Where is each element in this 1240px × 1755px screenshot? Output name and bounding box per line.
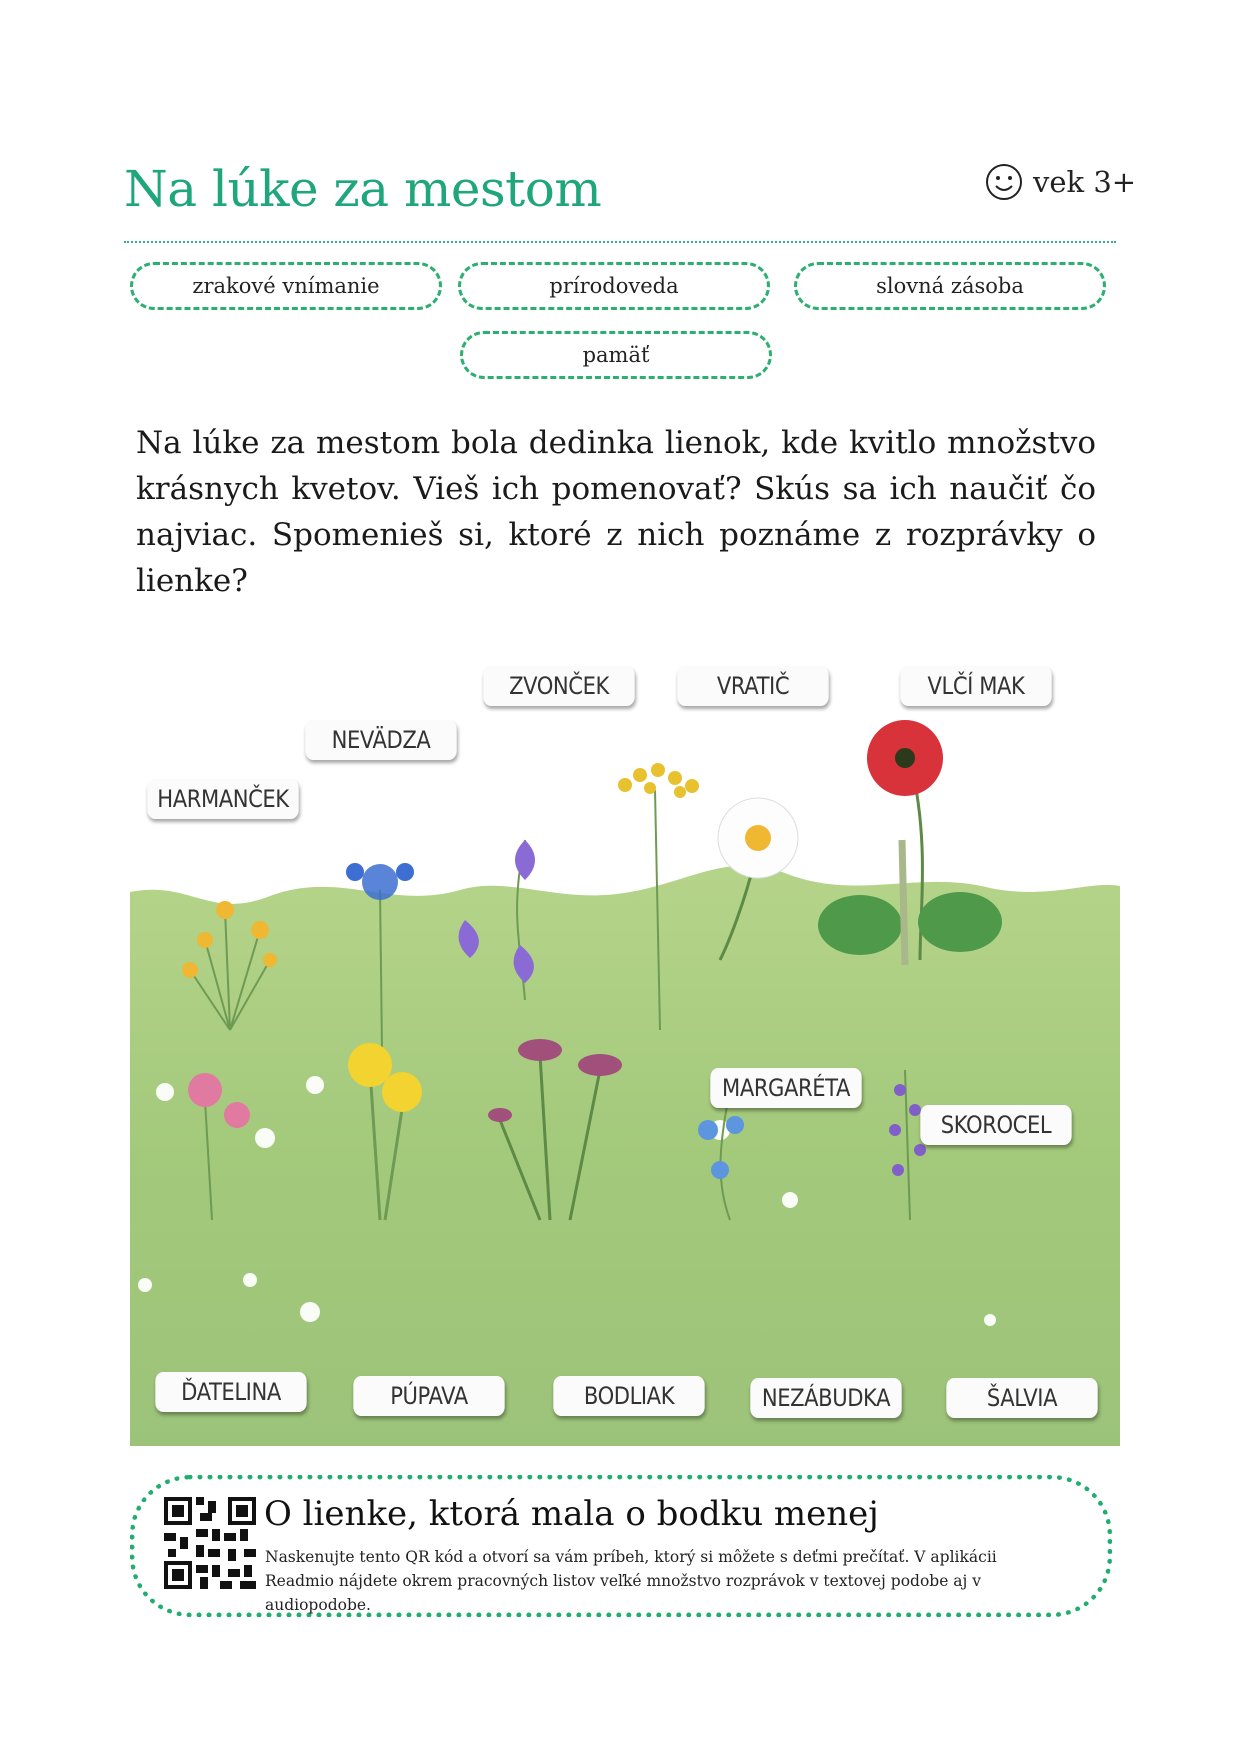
label-zvoncek: ZVONČEK — [483, 666, 634, 706]
tag-memory: pamäť — [460, 331, 772, 379]
qr-code-icon[interactable] — [164, 1497, 256, 1589]
tag-visual-perception: zrakové vnímanie — [130, 262, 442, 310]
label-margareta: MARGARÉTA — [710, 1068, 861, 1108]
label-harmancek: HARMANČEK — [147, 779, 298, 819]
smiley-icon — [985, 163, 1023, 201]
label-bodliak: BODLIAK — [553, 1376, 704, 1416]
label-vlci-mak: VLČÍ MAK — [900, 666, 1051, 706]
label-vratic: VRATIČ — [677, 666, 828, 706]
oxeye-daisy — [718, 798, 798, 878]
title-divider — [124, 241, 1116, 243]
tansy — [618, 763, 699, 798]
meadow-illustration — [130, 660, 1120, 1446]
age-indicator — [985, 163, 1136, 201]
label-nezabudka: NEZÁBUDKA — [750, 1378, 901, 1418]
label-pupava: PÚPAVA — [353, 1376, 504, 1416]
meadow-ground — [130, 866, 1120, 1446]
tag-natural-science: prírodoveda — [458, 262, 770, 310]
story-title: O lienke, ktorá mala o bodku menej — [264, 1494, 879, 1534]
age-label: vek 3+ — [1033, 165, 1137, 199]
tag-vocabulary: slovná zásoba — [794, 262, 1106, 310]
label-salvia: ŠALVIA — [946, 1378, 1097, 1418]
story-description: Naskenujte tento QR kód a otvorí sa vám príbeh, ktorý si môžete s deťmi prečítať. V aplikácii Readmio nájdete okrem pracovných listov veľké množstvo rozprávok v textovej podobe aj v audiopodobe. — [265, 1548, 997, 1614]
poppy — [867, 720, 943, 796]
intro-paragraph: Na lúke za mestom bola dedinka lienok, kde kvitlo množstvo krásnych kvetov. Vieš ich pomenovať? Skús sa ich naučiť čo najviac. Spomenieš si, ktoré z nich poznáme z rozprávky o lienke? — [136, 425, 1096, 599]
label-nevadza: NEVÄDZA — [305, 720, 456, 760]
page-title: Na lúke za mestom — [124, 160, 602, 218]
label-datelina: ĎATELINA — [155, 1372, 306, 1412]
label-skorocel: SKOROCEL — [920, 1105, 1071, 1145]
